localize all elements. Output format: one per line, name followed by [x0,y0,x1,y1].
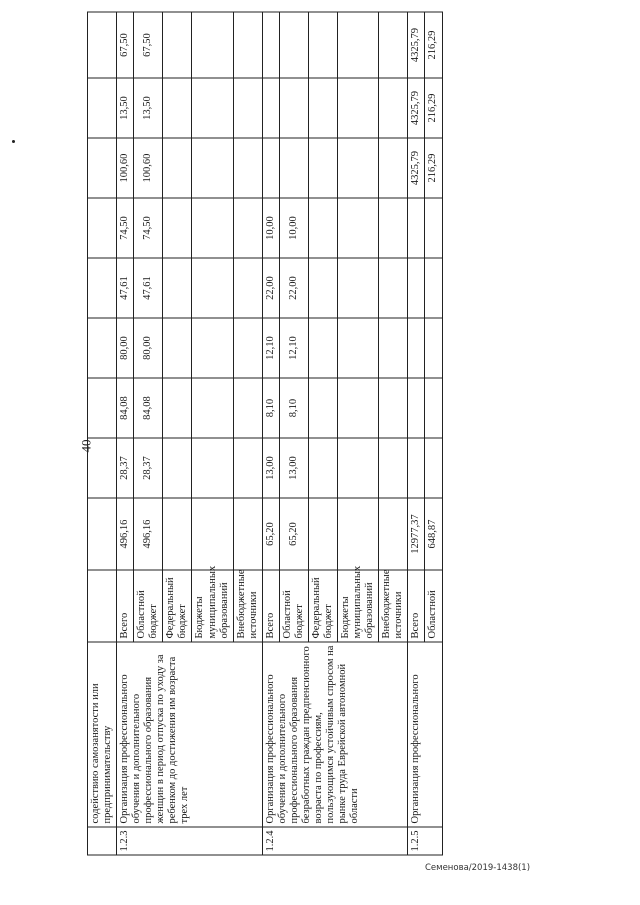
amount-cell: 100,60 [134,138,163,198]
amount-cell [338,438,379,498]
table-row [408,12,425,855]
amount-cell [379,258,408,318]
amount-cell: 216,29 [425,78,442,138]
amount-cell: 4325,79 [408,12,425,78]
amount-cell [338,378,379,438]
amount-cell [379,198,408,258]
amount-cell [408,378,425,438]
amount-cell [379,378,408,438]
header-continuation-row [88,12,117,855]
activity-name: Организация профессионального обучения и дополнительного профессионального образования безработных граждан предпенсионного возраста по профессиям, пользующимся устойчивым спросом на рынке труда Еврейской автономной области [262,642,408,827]
amount-cell: 216,29 [425,12,442,78]
amount-cell [233,378,262,438]
amount-cell [408,258,425,318]
amount-cell [262,12,279,78]
amount-cell [279,138,308,198]
amount-cell [233,498,262,570]
row-number: 1.2.5 [408,827,442,855]
row-number: 1.2.4 [262,827,408,855]
funding-source: Федеральный бюджет [308,570,337,642]
amount-cell [233,438,262,498]
amount-cell: 67,50 [134,12,163,78]
financing-table [87,12,443,856]
amount-cell: 496,16 [134,498,163,570]
amount-cell [338,12,379,78]
amount-cell: 22,00 [262,258,279,318]
stray-mark [12,140,15,143]
amount-cell [192,78,233,138]
amount-cell [163,258,192,318]
amount-cell: 12977,37 [408,498,425,570]
amount-cell: 80,00 [117,318,134,378]
amount-cell [163,198,192,258]
amount-cell [233,78,262,138]
amount-cell [163,318,192,378]
header-continuation: содействию самозанятости или предпринимательству [88,642,117,827]
amount-cell [233,318,262,378]
amount-cell [233,198,262,258]
amount-cell [163,378,192,438]
amount-cell [262,78,279,138]
amount-cell: 74,50 [117,198,134,258]
amount-cell [163,498,192,570]
amount-cell: 12,10 [279,318,308,378]
activity-name: Организация профессионального обучения и дополнительного профессионального образования женщин в период отпуска по уходу за ребенком до достижения им возраста трех лет [117,642,263,827]
amount-cell: 13,50 [134,78,163,138]
amount-cell [425,318,442,378]
amount-cell [308,12,337,78]
amount-cell: 10,00 [262,198,279,258]
table-row [117,12,134,855]
amount-cell: 84,08 [117,378,134,438]
amount-cell [379,12,408,78]
funding-source: Федеральный бюджет [163,570,192,642]
funding-source: Всего [117,570,134,642]
funding-source: Областной бюджет [279,570,308,642]
funding-source: Областной бюджет [134,570,163,642]
amount-cell [262,138,279,198]
amount-cell: 13,00 [279,438,308,498]
amount-cell [425,438,442,498]
activity-name: Организация профессионального [408,642,442,827]
amount-cell [163,438,192,498]
amount-cell [308,318,337,378]
amount-cell [163,78,192,138]
amount-cell: 4325,79 [408,78,425,138]
page-number: 40 [78,439,94,453]
amount-cell [192,138,233,198]
amount-cell [338,318,379,378]
amount-cell: 13,50 [117,78,134,138]
funding-source: Бюджеты муниципальных образований [338,570,379,642]
amount-cell [338,258,379,318]
amount-cell [338,498,379,570]
amount-cell: 648,87 [425,498,442,570]
amount-cell [379,498,408,570]
amount-cell [308,198,337,258]
amount-cell: 47,61 [117,258,134,318]
amount-cell: 100,60 [117,138,134,198]
table-row [262,12,279,855]
amount-cell [308,138,337,198]
amount-cell: 47,61 [134,258,163,318]
amount-cell [308,438,337,498]
amount-cell: 8,10 [279,378,308,438]
amount-cell: 28,37 [134,438,163,498]
amount-cell [338,78,379,138]
amount-cell [379,318,408,378]
amount-cell: 80,00 [134,318,163,378]
funding-source: Внебюджетные источники [379,570,408,642]
amount-cell: 84,08 [134,378,163,438]
funding-source: Внебюджетные источники [233,570,262,642]
amount-cell [408,318,425,378]
amount-cell [379,138,408,198]
amount-cell: 8,10 [262,378,279,438]
amount-cell [279,12,308,78]
amount-cell: 12,10 [262,318,279,378]
amount-cell [308,378,337,438]
amount-cell [192,378,233,438]
amount-cell [408,438,425,498]
rotated-table-container [87,13,559,856]
amount-cell: 65,20 [262,498,279,570]
amount-cell: 10,00 [279,198,308,258]
amount-cell [425,198,442,258]
footer-document-code: Семенова/2019-1438(1) [425,863,531,873]
amount-cell [425,378,442,438]
amount-cell [192,258,233,318]
amount-cell: 74,50 [134,198,163,258]
funding-source: Всего [408,570,425,642]
amount-cell: 65,20 [279,498,308,570]
amount-cell: 28,37 [117,438,134,498]
amount-cell [192,438,233,498]
amount-cell [279,78,308,138]
amount-cell: 496,16 [117,498,134,570]
amount-cell [379,438,408,498]
amount-cell [408,198,425,258]
amount-cell [425,258,442,318]
amount-cell [192,198,233,258]
amount-cell [338,198,379,258]
funding-source: Областной [425,570,442,642]
amount-cell [163,12,192,78]
funding-source: Бюджеты муниципальных образований [192,570,233,642]
amount-cell [192,318,233,378]
amount-cell: 22,00 [279,258,308,318]
amount-cell: 67,50 [117,12,134,78]
amount-cell [192,12,233,78]
amount-cell [308,498,337,570]
amount-cell [233,12,262,78]
amount-cell [338,138,379,198]
amount-cell: 216,29 [425,138,442,198]
amount-cell [192,498,233,570]
amount-cell [308,258,337,318]
amount-cell [233,258,262,318]
funding-source: Всего [262,570,279,642]
amount-cell [233,138,262,198]
amount-cell [379,78,408,138]
amount-cell: 4325,79 [408,138,425,198]
row-number: 1.2.3 [117,827,263,855]
amount-cell [308,78,337,138]
amount-cell [163,138,192,198]
amount-cell: 13,00 [262,438,279,498]
